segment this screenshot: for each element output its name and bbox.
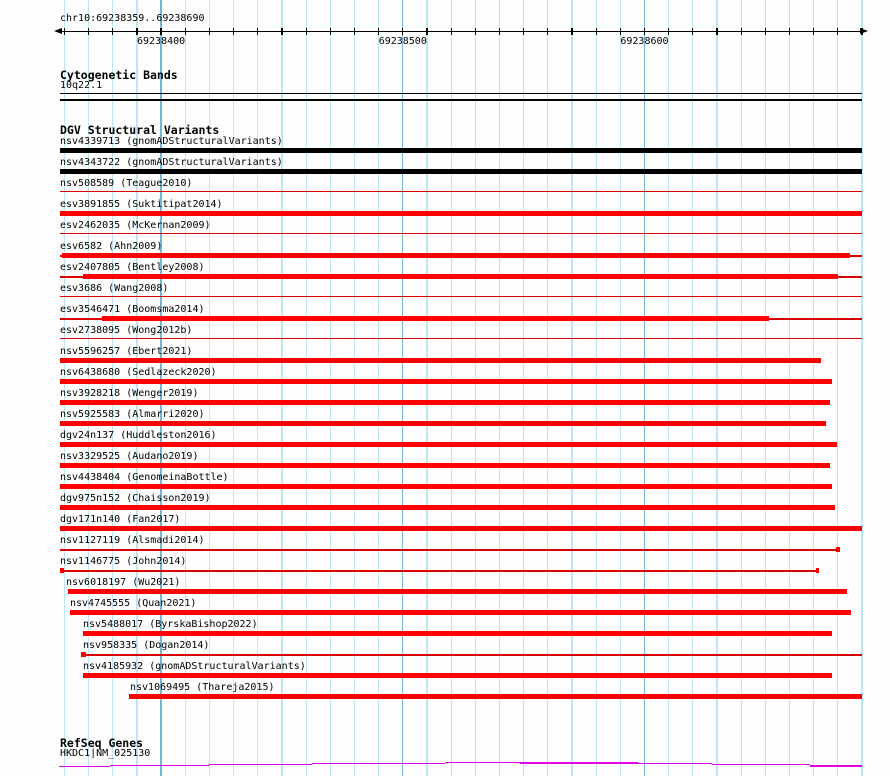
- variant-bar-segment[interactable]: [70, 610, 851, 615]
- variant-label[interactable]: nsv3329525 (Audano2019): [60, 451, 199, 462]
- ruler-tick: [716, 28, 717, 35]
- variant-row: [0, 514, 890, 535]
- variant-label[interactable]: nsv4339713 (gnomADStructuralVariants): [60, 136, 283, 147]
- variant-label[interactable]: nsv5596257 (Ebert2021): [60, 346, 193, 357]
- ruler-tick: [692, 28, 693, 35]
- ruler-tick: [571, 28, 572, 35]
- ruler-tick: [64, 28, 65, 35]
- variant-bar-segment[interactable]: [60, 358, 821, 363]
- ruler-tick: [596, 28, 597, 35]
- variant-bar-segment[interactable]: [60, 233, 862, 235]
- variant-bar-segment[interactable]: [60, 484, 832, 489]
- variant-row: [0, 409, 890, 430]
- variant-label[interactable]: esv3546471 (Boomsma2014): [60, 304, 205, 315]
- ruler-axis-line: [56, 31, 866, 32]
- variant-label[interactable]: nsv6018197 (Wu2021): [66, 577, 181, 588]
- variant-bar-segment[interactable]: [60, 148, 862, 153]
- variant-bar-segment[interactable]: [850, 255, 862, 257]
- ruler-tick: [620, 28, 621, 35]
- variant-label[interactable]: dgv171n140 (Fan2017): [60, 514, 181, 525]
- ruler-tick: [257, 28, 258, 35]
- ruler-tick: [741, 28, 742, 35]
- variant-bar-segment[interactable]: [60, 318, 102, 320]
- variant-row: [0, 241, 890, 262]
- variant-label[interactable]: esv2462035 (McKernan2009): [60, 220, 211, 231]
- variant-label[interactable]: esv3891855 (Suktitipat2014): [60, 199, 223, 210]
- variant-row: [0, 661, 890, 682]
- variant-bar-segment[interactable]: [60, 400, 830, 405]
- ruler-tick: [233, 28, 234, 35]
- variant-label[interactable]: nsv5925583 (Almarri2020): [60, 409, 205, 420]
- ruler-tick: [813, 28, 814, 35]
- variant-row: [0, 220, 890, 241]
- ruler-tick-label: 69238500: [378, 36, 427, 47]
- track-title-dgv: DGV Structural Variants: [60, 122, 220, 137]
- variant-bar-segment[interactable]: [129, 694, 862, 699]
- variant-row: [0, 325, 890, 346]
- track-title-cytogenetic: Cytogenetic Bands: [60, 68, 178, 82]
- ruler-tick-label: 69238400: [136, 36, 186, 47]
- ruler-tick: [209, 28, 210, 35]
- variant-label[interactable]: nsv958335 (Dogan2014): [83, 640, 210, 651]
- variant-label[interactable]: esv2407805 (Bentley2008): [60, 262, 205, 273]
- variant-bar-segment[interactable]: [83, 673, 832, 678]
- variant-label[interactable]: nsv5488017 (ByrskaBishop2022): [83, 619, 258, 630]
- variant-label[interactable]: esv6582 (Ahn2009): [60, 241, 163, 252]
- variant-bar-segment[interactable]: [60, 463, 830, 468]
- ruler-tick-label: 69238600: [620, 36, 669, 47]
- cytoband-glyph-bottom: [60, 99, 862, 101]
- variant-bar-segment[interactable]: [838, 276, 862, 278]
- variant-row: [0, 577, 890, 598]
- variant-bar-segment[interactable]: [68, 589, 847, 594]
- variant-bar-segment[interactable]: [769, 318, 862, 320]
- variant-label[interactable]: dgv975n152 (Chaisson2019): [60, 493, 211, 504]
- variant-label[interactable]: nsv1146775 (John2014): [60, 556, 187, 567]
- variant-label[interactable]: nsv4438404 (GenomeinaBottle): [60, 472, 229, 483]
- variant-row: [0, 619, 890, 640]
- variant-bar-segment[interactable]: [83, 631, 832, 636]
- variant-row: [0, 304, 890, 325]
- variant-row: [0, 367, 890, 388]
- ruler-tick: [112, 28, 113, 35]
- variant-bar-segment[interactable]: [60, 526, 862, 531]
- variant-bar-segment[interactable]: [86, 654, 862, 656]
- variant-bar-segment[interactable]: [60, 421, 826, 426]
- ruler-tick: [547, 28, 548, 35]
- variant-row: [0, 556, 890, 577]
- position-label: chr10:69238359..69238690: [60, 13, 205, 24]
- variant-label[interactable]: nsv508589 (Teague2010): [60, 178, 193, 189]
- variant-bar-segment[interactable]: [102, 316, 769, 321]
- ruler-tick: [789, 28, 790, 35]
- variant-label[interactable]: nsv4185932 (gnomADStructuralVariants): [83, 661, 306, 672]
- variant-row: [0, 283, 890, 304]
- ruler-tick: [644, 28, 645, 35]
- ruler-tick: [185, 28, 186, 35]
- ruler-tick: [861, 28, 862, 35]
- variant-row: [0, 388, 890, 409]
- ruler-tick: [354, 28, 355, 35]
- variant-bar-segment[interactable]: [60, 169, 862, 174]
- variant-label[interactable]: esv2738095 (Wong2012b): [60, 325, 193, 336]
- variant-row: [0, 157, 890, 178]
- variant-label[interactable]: esv3686 (Wang2008): [60, 283, 169, 294]
- gene-line-segment[interactable]: [209, 764, 312, 766]
- cytoband-glyph-top: [60, 93, 862, 95]
- coordinate-ruler: [0, 0, 890, 52]
- ruler-tick: [426, 28, 427, 35]
- variant-row: [0, 451, 890, 472]
- variant-row: [0, 535, 890, 556]
- track-title-refseq: RefSeq Genes: [60, 735, 144, 750]
- ruler-tick: [451, 28, 452, 35]
- variant-bar-segment[interactable]: [64, 570, 816, 572]
- ruler-tick: [378, 28, 379, 35]
- gene-line-segment[interactable]: [638, 763, 712, 765]
- variant-label[interactable]: nsv1069495 (Thareja2015): [130, 682, 275, 693]
- variant-bar-segment[interactable]: [62, 253, 850, 258]
- variant-bar-segment[interactable]: [83, 274, 838, 279]
- variant-label[interactable]: nsv3928218 (Wenger2019): [60, 388, 199, 399]
- variant-row: [0, 640, 890, 661]
- variant-bar-segment[interactable]: [60, 549, 836, 551]
- variant-label[interactable]: nsv6438680 (Sedlazeck2020): [60, 367, 217, 378]
- variant-bar-segment[interactable]: [60, 442, 837, 447]
- variant-bar-segment[interactable]: [836, 547, 840, 552]
- ruler-tick: [330, 28, 331, 35]
- ruler-tick: [306, 28, 307, 35]
- gene-line-segment[interactable]: [520, 762, 638, 764]
- variant-bar-segment[interactable]: [60, 211, 862, 216]
- ruler-tick: [499, 28, 500, 35]
- gene-line-segment[interactable]: [312, 763, 445, 765]
- variant-bar-segment[interactable]: [60, 505, 835, 510]
- variant-label[interactable]: dgv24n137 (Huddleston2016): [60, 430, 217, 441]
- variant-bar-segment[interactable]: [60, 276, 83, 278]
- variant-label[interactable]: nsv1127119 (Alsmadi2014): [60, 535, 205, 546]
- variant-row: [0, 430, 890, 451]
- variant-row: [0, 472, 890, 493]
- gene-line-segment[interactable]: [810, 765, 862, 767]
- variant-row: [0, 346, 890, 367]
- ruler-tick: [765, 28, 766, 35]
- variant-row: [0, 262, 890, 283]
- variant-bar-segment[interactable]: [60, 379, 832, 384]
- variant-bar-segment[interactable]: [60, 296, 862, 298]
- gene-label[interactable]: HKDC1|NM_025130: [60, 747, 151, 759]
- gene-line-segment[interactable]: [445, 762, 520, 764]
- variant-row: [0, 682, 890, 703]
- variant-bar-segment[interactable]: [60, 191, 862, 193]
- variant-bar-segment[interactable]: [60, 338, 862, 340]
- cytoband-label[interactable]: 10q22.1: [60, 79, 103, 91]
- ruler-tick: [668, 28, 669, 35]
- variant-row: [0, 199, 890, 220]
- variant-label[interactable]: nsv4343722 (gnomADStructuralVariants): [60, 157, 283, 168]
- ruler-tick: [475, 28, 476, 35]
- ruler-tick: [160, 28, 161, 35]
- gene-line-segment[interactable]: [59, 766, 110, 768]
- variant-row: [0, 136, 890, 157]
- variant-row: [0, 493, 890, 514]
- variant-label[interactable]: nsv4745555 (Quan2021): [70, 598, 197, 609]
- variant-row: [0, 178, 890, 199]
- ruler-tick: [88, 28, 89, 35]
- ruler-left-arrow-icon: [54, 28, 62, 34]
- ruler-tick: [281, 28, 282, 35]
- ruler-tick: [136, 28, 137, 35]
- gene-line-segment[interactable]: [110, 765, 209, 767]
- ruler-tick: [837, 28, 838, 35]
- ruler-tick: [402, 28, 403, 35]
- variant-row: [0, 598, 890, 619]
- gene-line-segment[interactable]: [712, 764, 810, 766]
- ruler-tick: [523, 28, 524, 35]
- variant-bar-segment[interactable]: [816, 568, 819, 573]
